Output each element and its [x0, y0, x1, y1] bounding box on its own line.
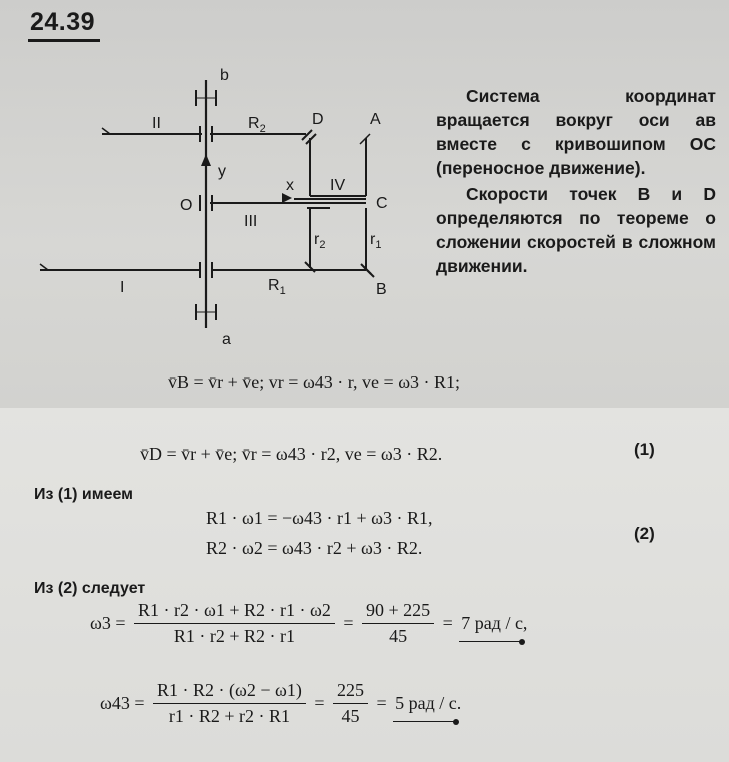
- system-line-1: R1 · ω1 = −ω43 · r1 + ω3 · R1,: [206, 508, 433, 528]
- omega3-value-fraction: $\frac{90 + 225}{45}$: [362, 600, 434, 647]
- roman-i-label: I: [120, 279, 125, 296]
- point-d-label: D: [312, 111, 324, 128]
- equation-number-1: (1): [634, 440, 655, 459]
- omega43-value-fraction: $\frac{225}{45}$: [333, 680, 368, 727]
- axis-y-label: y: [218, 163, 226, 180]
- omega43-formula: ω43 = $\frac{R1 \cdot R2 \cdot (\omega 2 - \omega 1)}{r1 \cdot R2 + r2 \cdot R1}$ = $\frac{225}{45}$ = 5 рад / с.: [100, 680, 462, 726]
- roman-ii-label: II: [152, 115, 161, 132]
- roman-iv-label: IV: [330, 177, 346, 194]
- system-line-2: R2 · ω2 = ω43 · r2 + ω3 · R2.: [206, 538, 423, 558]
- from-eq2-label: Из (2) следует: [34, 580, 146, 597]
- mechanism-diagram: [30, 58, 420, 358]
- problem-description: [436, 84, 716, 280]
- problem-number: 24.39: [30, 8, 96, 36]
- label-r1-big: $R_1$: [268, 277, 286, 297]
- from-eq1-label: Из (1) имеем: [34, 486, 133, 503]
- description-paragraph: Система координат вращается вокруг оси ав вместе с кривошипом ОС (переносное движение).: [436, 86, 716, 178]
- label-r2-small: $r_2$: [314, 231, 326, 251]
- equation-vd: v̄D = v̄r + v̄e; v̄r = ω43 · r2, ve = ω3 · R2.: [140, 444, 443, 464]
- omega43-fraction: $\frac{R1 \cdot R2 \cdot (\omega 2 - \omega 1)}{r1 \cdot R2 + r2 \cdot R1}$: [153, 680, 306, 727]
- omega3-answer: 7 рад / с,: [461, 613, 527, 634]
- description-paragraph: Скорости точек B и D определяются по теореме о сложении скоростей в сложном движении.: [436, 184, 716, 276]
- point-b-label: B: [376, 281, 387, 298]
- axis-x-label: x: [286, 177, 294, 194]
- x-arrow: [282, 193, 292, 203]
- label-r2-big: $R_2$: [248, 115, 266, 135]
- problem-number-underline: [28, 39, 100, 42]
- point-c-label: C: [376, 195, 388, 212]
- label-r1-small: $r_1$: [370, 231, 382, 251]
- omega43-answer: 5 рад / с.: [395, 693, 461, 714]
- roman-iii-label: III: [244, 213, 258, 230]
- equation-vb: v̄B = v̄r + v̄e; vr = ω43 · r, ve = ω3 · R1;: [168, 372, 461, 392]
- omega3-fraction: $\frac{R1 \cdot r2 \cdot \omega 1 + R2 \cdot r1 \cdot \omega 2}{R1 \cdot r2 + R2 \cdot r1}$: [134, 600, 335, 647]
- y-arrow: [201, 154, 211, 166]
- omega3-lhs: ω3 =: [90, 613, 126, 633]
- origin-label: O: [180, 197, 193, 214]
- axis-bottom-label: a: [222, 331, 231, 348]
- equation-number-2: (2): [634, 524, 655, 543]
- axis-top-label: b: [220, 67, 229, 84]
- point-a-label: A: [370, 111, 381, 128]
- omega3-formula: ω3 = $\frac{R1 \cdot r2 \cdot \omega 1 + R2 \cdot r1 \cdot \omega 2}{R1 \cdot r2 + R2 \cdot r1}$ = $\frac{90 + 225}{45}$ = 7 рад / с,: [90, 600, 528, 646]
- omega43-lhs: ω43 =: [100, 693, 145, 713]
